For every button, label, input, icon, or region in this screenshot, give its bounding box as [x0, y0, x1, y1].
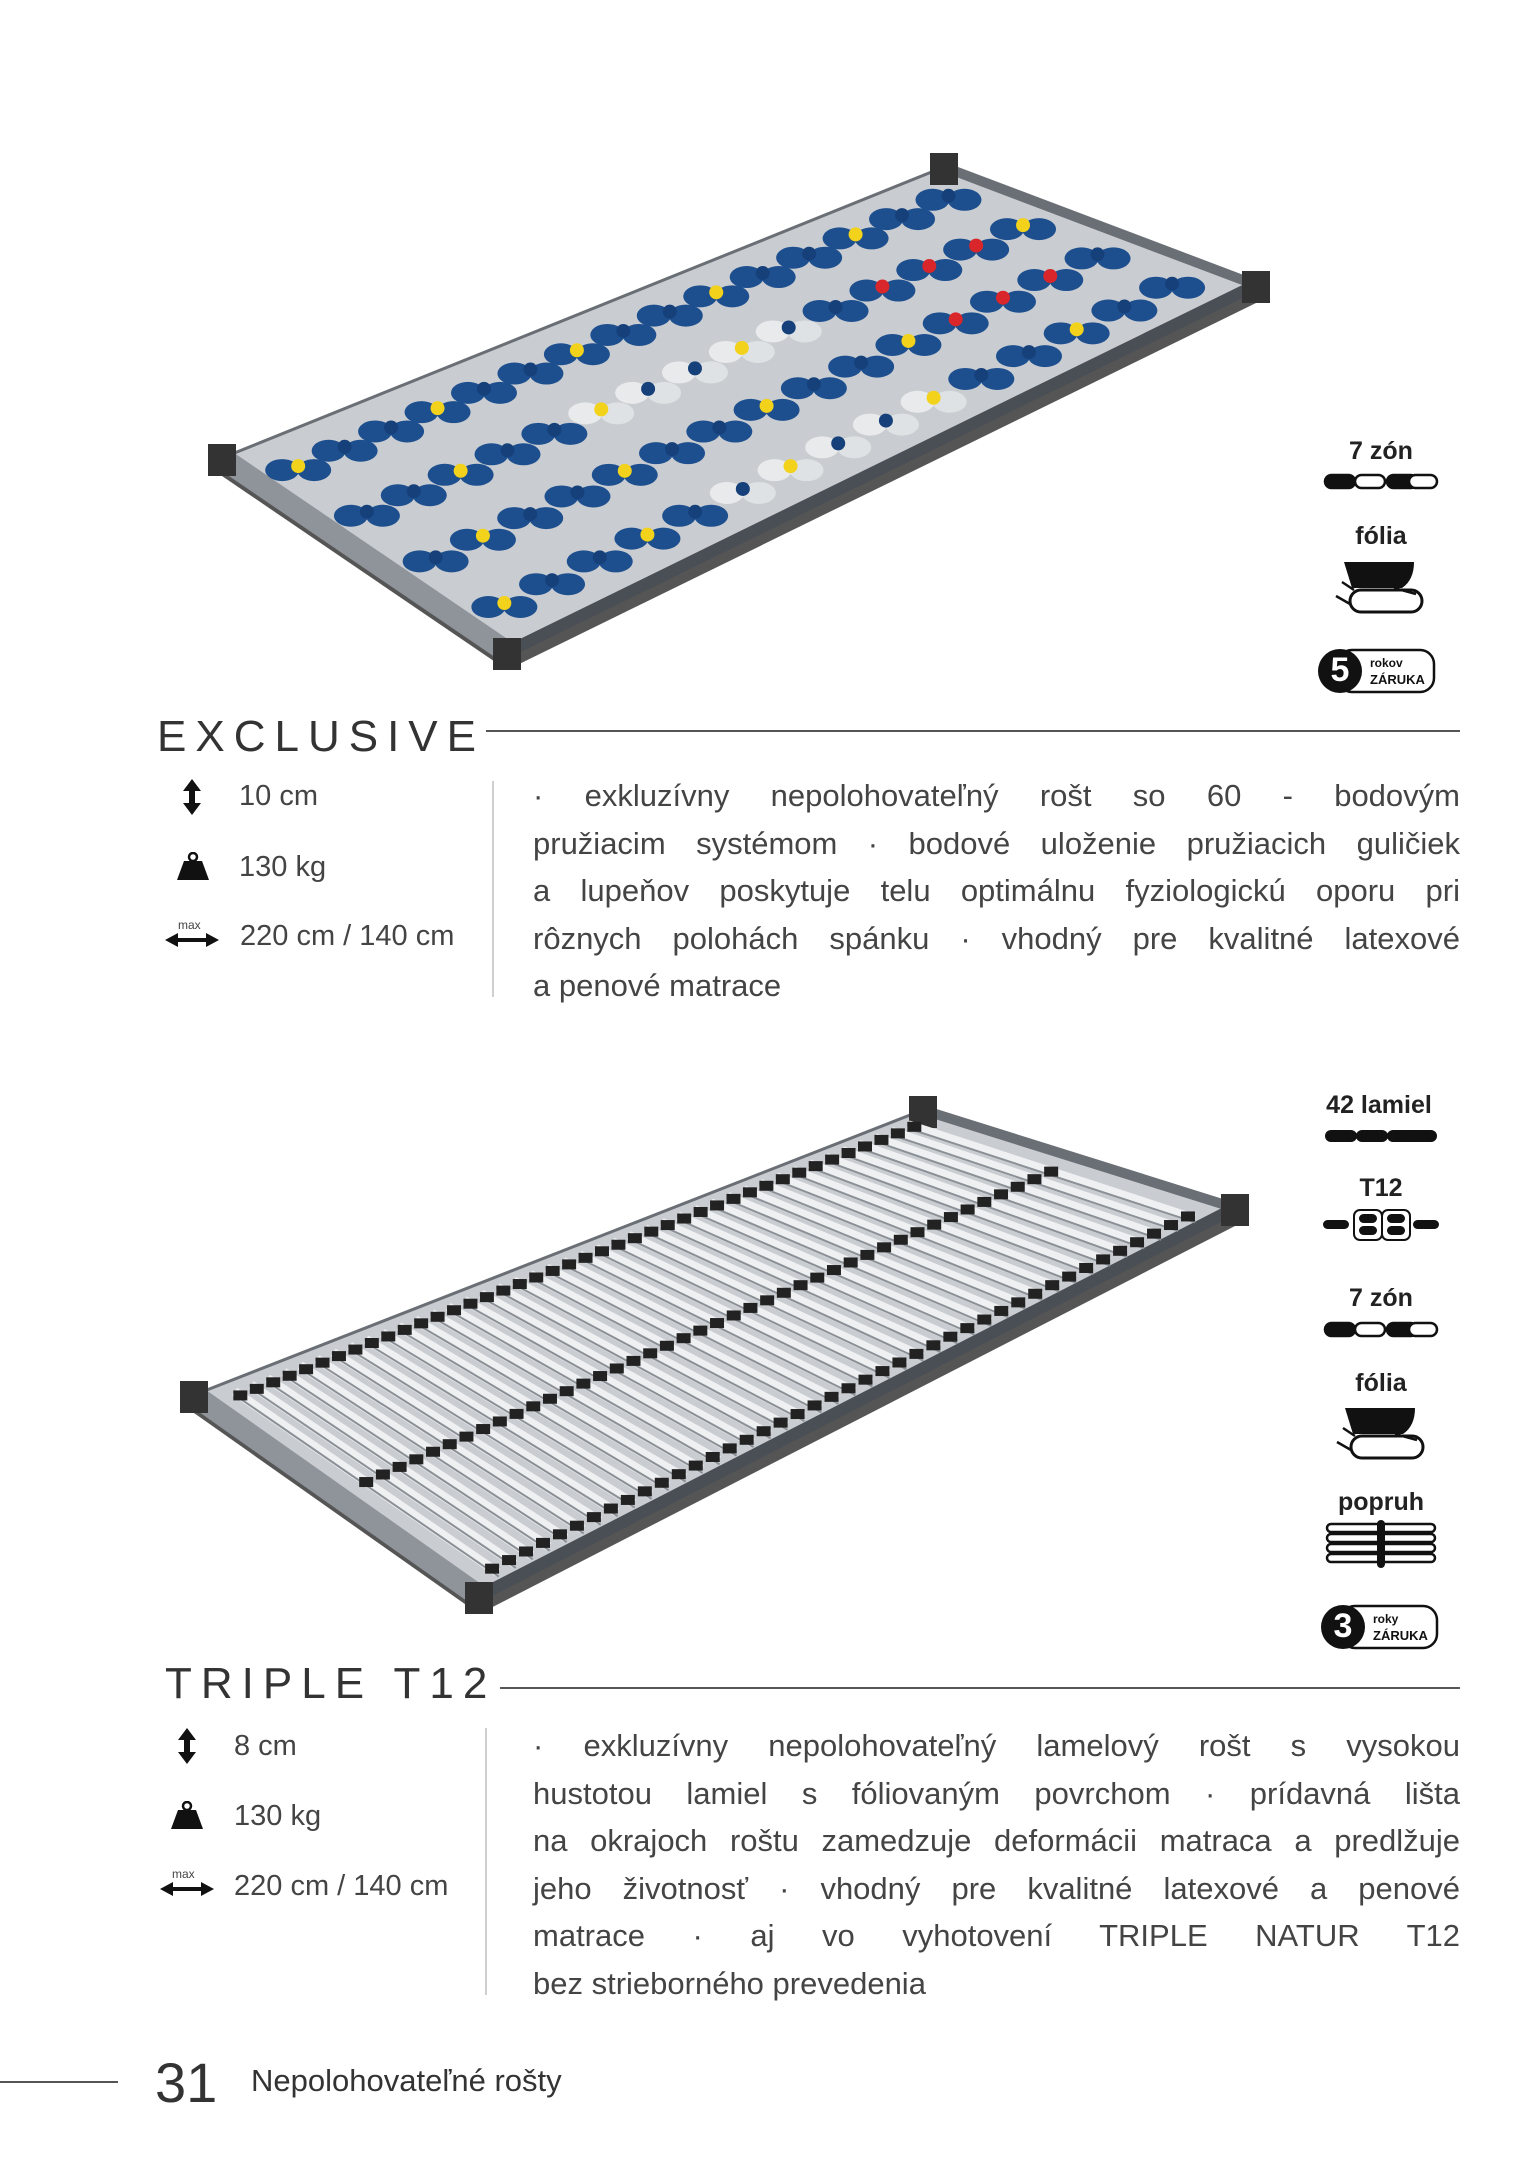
slat-holder [858, 1375, 872, 1385]
slat-holder [1164, 1220, 1178, 1230]
slat-holder [359, 1477, 373, 1487]
slat-holder [409, 1454, 423, 1464]
slat-holder [757, 1426, 771, 1436]
slat-holder [894, 1235, 908, 1245]
height-value: 10 cm [239, 780, 318, 812]
spring-ball [807, 377, 821, 391]
slat-holder [1147, 1229, 1161, 1239]
slat-holder [694, 1207, 708, 1217]
slat-holder [944, 1212, 958, 1222]
slat-holder [553, 1529, 567, 1539]
size-icon [159, 1881, 215, 1902]
spring-ball [782, 320, 796, 334]
frame-corner [208, 444, 236, 476]
spring-ball [523, 363, 537, 377]
slat-holder [593, 1371, 607, 1381]
slat-holder [743, 1303, 757, 1313]
slat-holder [842, 1383, 856, 1393]
spring-ball [927, 391, 941, 405]
slat-holder [365, 1338, 379, 1348]
slat-holder [710, 1200, 724, 1210]
spring-ball [545, 573, 559, 587]
slat-holder [595, 1246, 609, 1256]
description-line: a penové matrace [533, 968, 782, 1003]
warranty-unit: roky [1373, 1612, 1399, 1626]
title-divider [500, 1687, 1460, 1689]
spring-ball [338, 440, 352, 454]
slat-holder [570, 1521, 584, 1531]
slat-holder [644, 1227, 658, 1237]
spring-ball [640, 528, 654, 542]
spring-ball [523, 507, 537, 521]
weight-icon [170, 1801, 204, 1836]
spring-ball [709, 285, 723, 299]
description-line: hustotou lamiel s fóliovaným povrchom · prídavná lišta [533, 1775, 1460, 1811]
slat-holder [827, 1265, 841, 1275]
slat-holder [706, 1452, 720, 1462]
foil-label: fólia [1355, 1369, 1407, 1397]
slat-holder [485, 1564, 499, 1574]
description-line: · exkluzívny nepolohovateľný rošt so 60 - bodovým [533, 778, 1460, 813]
spring-ball [593, 550, 607, 564]
t12-label: T12 [1359, 1174, 1403, 1202]
slat-holder [1062, 1272, 1076, 1282]
spring-ball [497, 596, 511, 610]
spring-ball [477, 382, 491, 396]
spring-ball [616, 324, 630, 338]
slat-holder [844, 1257, 858, 1267]
slat-holder [1045, 1280, 1059, 1290]
slat-holder [332, 1351, 346, 1361]
spring-ball [1022, 345, 1036, 359]
specs-divider [492, 781, 494, 997]
slat-holder [825, 1392, 839, 1402]
triple-t12-frame-image [180, 1096, 1249, 1614]
zones-label: 7 zón [1349, 1284, 1413, 1312]
t12-icon [1281, 1208, 1481, 1242]
spring-ball [407, 484, 421, 498]
spring-ball [849, 227, 863, 241]
spring-ball [879, 414, 893, 428]
slat-holder [443, 1439, 457, 1449]
foil-icon [1282, 1406, 1482, 1461]
spring-ball [454, 464, 468, 478]
exclusive-frame-image [208, 153, 1270, 670]
slat-holder [513, 1279, 527, 1289]
spring-ball [1070, 322, 1084, 336]
spring-ball [429, 550, 443, 564]
slat-holder [459, 1432, 473, 1442]
zones-icon [1281, 1320, 1481, 1340]
slat-holder [1028, 1289, 1042, 1299]
slat-holder [1044, 1167, 1058, 1177]
slat-holder [710, 1318, 724, 1328]
slat-holder [543, 1394, 557, 1404]
description-line: a lupeňov poskytuje telu optimálnu fyziologickú oporu pri [533, 873, 1460, 908]
section-name: Nepolohovateľné rošty [251, 2063, 562, 2098]
slat-holder [877, 1242, 891, 1252]
height-value: 8 cm [234, 1730, 297, 1762]
spring-ball [974, 368, 988, 382]
frame-corner [1242, 271, 1270, 303]
spring-ball [641, 382, 655, 396]
slat-holder [655, 1478, 669, 1488]
spring-ball [922, 259, 936, 273]
slat-holder [1130, 1237, 1144, 1247]
slat-holder [526, 1401, 540, 1411]
footer-divider [0, 2081, 118, 2083]
spring-ball [831, 436, 845, 450]
warranty-years: 5 [1330, 651, 1350, 689]
specs-divider [485, 1728, 487, 1995]
slat-holder [627, 1356, 641, 1366]
weight-icon [176, 852, 210, 887]
spring-ball [760, 399, 774, 413]
spring-ball [688, 505, 702, 519]
slat-holder [480, 1292, 494, 1302]
slat-holder [858, 1141, 872, 1151]
slat-holder [1096, 1254, 1110, 1264]
slat-holder [874, 1135, 888, 1145]
slat-holder [316, 1358, 330, 1368]
slat-holder [961, 1204, 975, 1214]
slat-holder [1113, 1246, 1127, 1256]
slat-holder [977, 1197, 991, 1207]
spring-ball [1091, 247, 1105, 261]
size-icon [164, 932, 220, 953]
slat-holder [463, 1299, 477, 1309]
slat-holder [842, 1148, 856, 1158]
spring-ball [895, 208, 909, 222]
spring-ball [901, 334, 915, 348]
slat-holder [774, 1418, 788, 1428]
size-max-label: max [178, 918, 201, 932]
size-max-label: max [172, 1867, 195, 1881]
spring-ball [802, 247, 816, 261]
slat-holder [792, 1168, 806, 1178]
spring-ball [784, 459, 798, 473]
slat-holder [791, 1409, 805, 1419]
slat-holder [760, 1295, 774, 1305]
slat-holder [529, 1272, 543, 1282]
slat-holder [496, 1286, 510, 1296]
slat-holder [621, 1495, 635, 1505]
description-line: matrace · aj vo vyhotovení TRIPLE NATUR T12 [533, 1918, 1460, 1953]
spring-ball [360, 505, 374, 519]
slat-holder [927, 1220, 941, 1230]
frame-corner [180, 1381, 208, 1413]
spring-ball [756, 266, 770, 280]
warranty-label: ZÁRUKA [1370, 672, 1425, 687]
slat-holder [283, 1371, 297, 1381]
description-line: rôznych polohách spánku · vhodný pre kvalitné latexové [533, 920, 1460, 956]
slat-holder [943, 1332, 957, 1342]
slat-holder [476, 1424, 490, 1434]
product-description [533, 772, 1460, 1010]
spring-ball [949, 312, 963, 326]
description-line: bez strieborného prevedenia [533, 1965, 926, 2001]
slat-holder [1011, 1182, 1025, 1192]
slat-holder [907, 1122, 921, 1132]
spring-ball [875, 280, 889, 294]
description-line: jeho životnosť · vhodný pre kvalitné latexové a penové [533, 1870, 1460, 1906]
page-number: 31 [155, 2051, 218, 2114]
size-value: 220 cm / 140 cm [234, 1870, 449, 1902]
description-line: na okrajoch roštu zamedzuje deformácii matraca a predlžuje [533, 1823, 1460, 1858]
spring-ball [736, 482, 750, 496]
slat-holder [502, 1555, 516, 1565]
slat-holder [689, 1461, 703, 1471]
slat-holder [579, 1253, 593, 1263]
slat-holder [398, 1325, 412, 1335]
slat-holder [426, 1447, 440, 1457]
slat-holder [376, 1469, 390, 1479]
slat-holder [1079, 1263, 1093, 1273]
slat-holder [808, 1400, 822, 1410]
spring-ball [476, 529, 490, 543]
slat-holder [560, 1386, 574, 1396]
slat-holder [660, 1341, 674, 1351]
spring-ball [735, 341, 749, 355]
slat-holder [610, 1363, 624, 1373]
slat-holder [393, 1462, 407, 1472]
slat-holder [1181, 1211, 1195, 1221]
spring-ball [570, 485, 584, 499]
spring-ball [996, 291, 1010, 305]
slat-holder [510, 1409, 524, 1419]
slat-holder [994, 1189, 1008, 1199]
foil-label: fólia [1355, 522, 1407, 550]
slat-holder [977, 1315, 991, 1325]
zones-icon [1281, 472, 1481, 492]
slat-holder [250, 1384, 264, 1394]
slat-holder [661, 1220, 675, 1230]
spring-ball [384, 420, 398, 434]
load-value: 130 kg [239, 851, 327, 883]
slat-holder [431, 1312, 445, 1322]
slat-holder [743, 1187, 757, 1197]
spring-ball [663, 305, 677, 319]
spring-ball [594, 402, 608, 416]
slat-holder [546, 1266, 560, 1276]
slat-holder [628, 1233, 642, 1243]
product-title: TRIPLE T12 [165, 1659, 497, 1708]
slat-holder [911, 1227, 925, 1237]
slat-holder [892, 1357, 906, 1367]
product-title: EXCLUSIVE [157, 712, 485, 761]
spring-ball [969, 239, 983, 253]
slat-holder [611, 1240, 625, 1250]
slat-holder [875, 1366, 889, 1376]
slat-holder [587, 1512, 601, 1522]
warranty-label: ZÁRUKA [1373, 1628, 1428, 1643]
spring-ball [1016, 218, 1030, 232]
slat-holder [348, 1345, 362, 1355]
slat-holder [672, 1469, 686, 1479]
height-icon [175, 1726, 199, 1771]
slat-holder [909, 1349, 923, 1359]
zones-label: 7 zón [1349, 437, 1413, 465]
slat-holder [1027, 1174, 1041, 1184]
frame-corner [1221, 1194, 1249, 1226]
slat-holder [726, 1194, 740, 1204]
spring-ball [501, 443, 515, 457]
spring-ball [547, 423, 561, 437]
frame-corner [465, 1582, 493, 1614]
slat-holder [643, 1348, 657, 1358]
load-value: 130 kg [234, 1800, 322, 1832]
spring-ball [1117, 300, 1131, 314]
spring-ball [1165, 277, 1179, 291]
slat-holder [693, 1326, 707, 1336]
strap-label: popruh [1337, 1488, 1425, 1516]
warranty-years: 3 [1333, 1607, 1353, 1645]
spring-ball [618, 464, 632, 478]
slat-holder [825, 1155, 839, 1165]
slats-icon [1281, 1127, 1481, 1145]
slat-holder [809, 1161, 823, 1171]
slat-holder [414, 1318, 428, 1328]
slat-holder [1011, 1297, 1025, 1307]
description-line: pružiacim systémom · bodové uloženie pružiacich guličiek [533, 825, 1460, 861]
spring-ball [854, 356, 868, 370]
slat-holder [776, 1174, 790, 1184]
spring-ball [712, 421, 726, 435]
slat-holder [860, 1250, 874, 1260]
slat-holder [576, 1379, 590, 1389]
spring-ball [570, 343, 584, 357]
frame-corner [493, 638, 521, 670]
foil-icon [1281, 560, 1481, 615]
slat-holder [727, 1310, 741, 1320]
product-description [533, 1722, 1460, 2007]
frame-corner [930, 153, 958, 185]
slat-holder [960, 1323, 974, 1333]
size-value: 220 cm / 140 cm [240, 920, 455, 952]
slat-holder [638, 1486, 652, 1496]
slat-holder [794, 1280, 808, 1290]
slat-holder [447, 1305, 461, 1315]
title-divider [486, 730, 1460, 732]
slat-holder [926, 1340, 940, 1350]
slat-holder [810, 1273, 824, 1283]
slat-holder [677, 1333, 691, 1343]
warranty-unit: rokov [1370, 656, 1403, 670]
height-icon [180, 777, 204, 822]
slat-holder [536, 1538, 550, 1548]
slats-label: 42 lamiel [1326, 1091, 1432, 1119]
slat-holder [891, 1128, 905, 1138]
slat-holder [562, 1259, 576, 1269]
slat-holder [677, 1214, 691, 1224]
slat-holder [994, 1306, 1008, 1316]
spring-ball [665, 442, 679, 456]
slat-holder [740, 1435, 754, 1445]
spring-ball [829, 300, 843, 314]
slat-holder [266, 1377, 280, 1387]
slat-holder [519, 1546, 533, 1556]
slat-holder [381, 1331, 395, 1341]
slat-holder [493, 1416, 507, 1426]
strap-icon [1281, 1520, 1481, 1570]
spring-ball [688, 361, 702, 375]
slat-holder [759, 1181, 773, 1191]
spring-ball [291, 459, 305, 473]
spring-ball [941, 189, 955, 203]
description-line: · exkluzívny nepolohovateľný lamelový rošt s vysokou [533, 1728, 1460, 1763]
slat-holder [299, 1364, 313, 1374]
spring-ball [431, 401, 445, 415]
slat-holder [723, 1443, 737, 1453]
spring-ball [1043, 269, 1057, 283]
slat-holder [777, 1288, 791, 1298]
slat-holder [604, 1504, 618, 1514]
slat-holder [233, 1390, 247, 1400]
